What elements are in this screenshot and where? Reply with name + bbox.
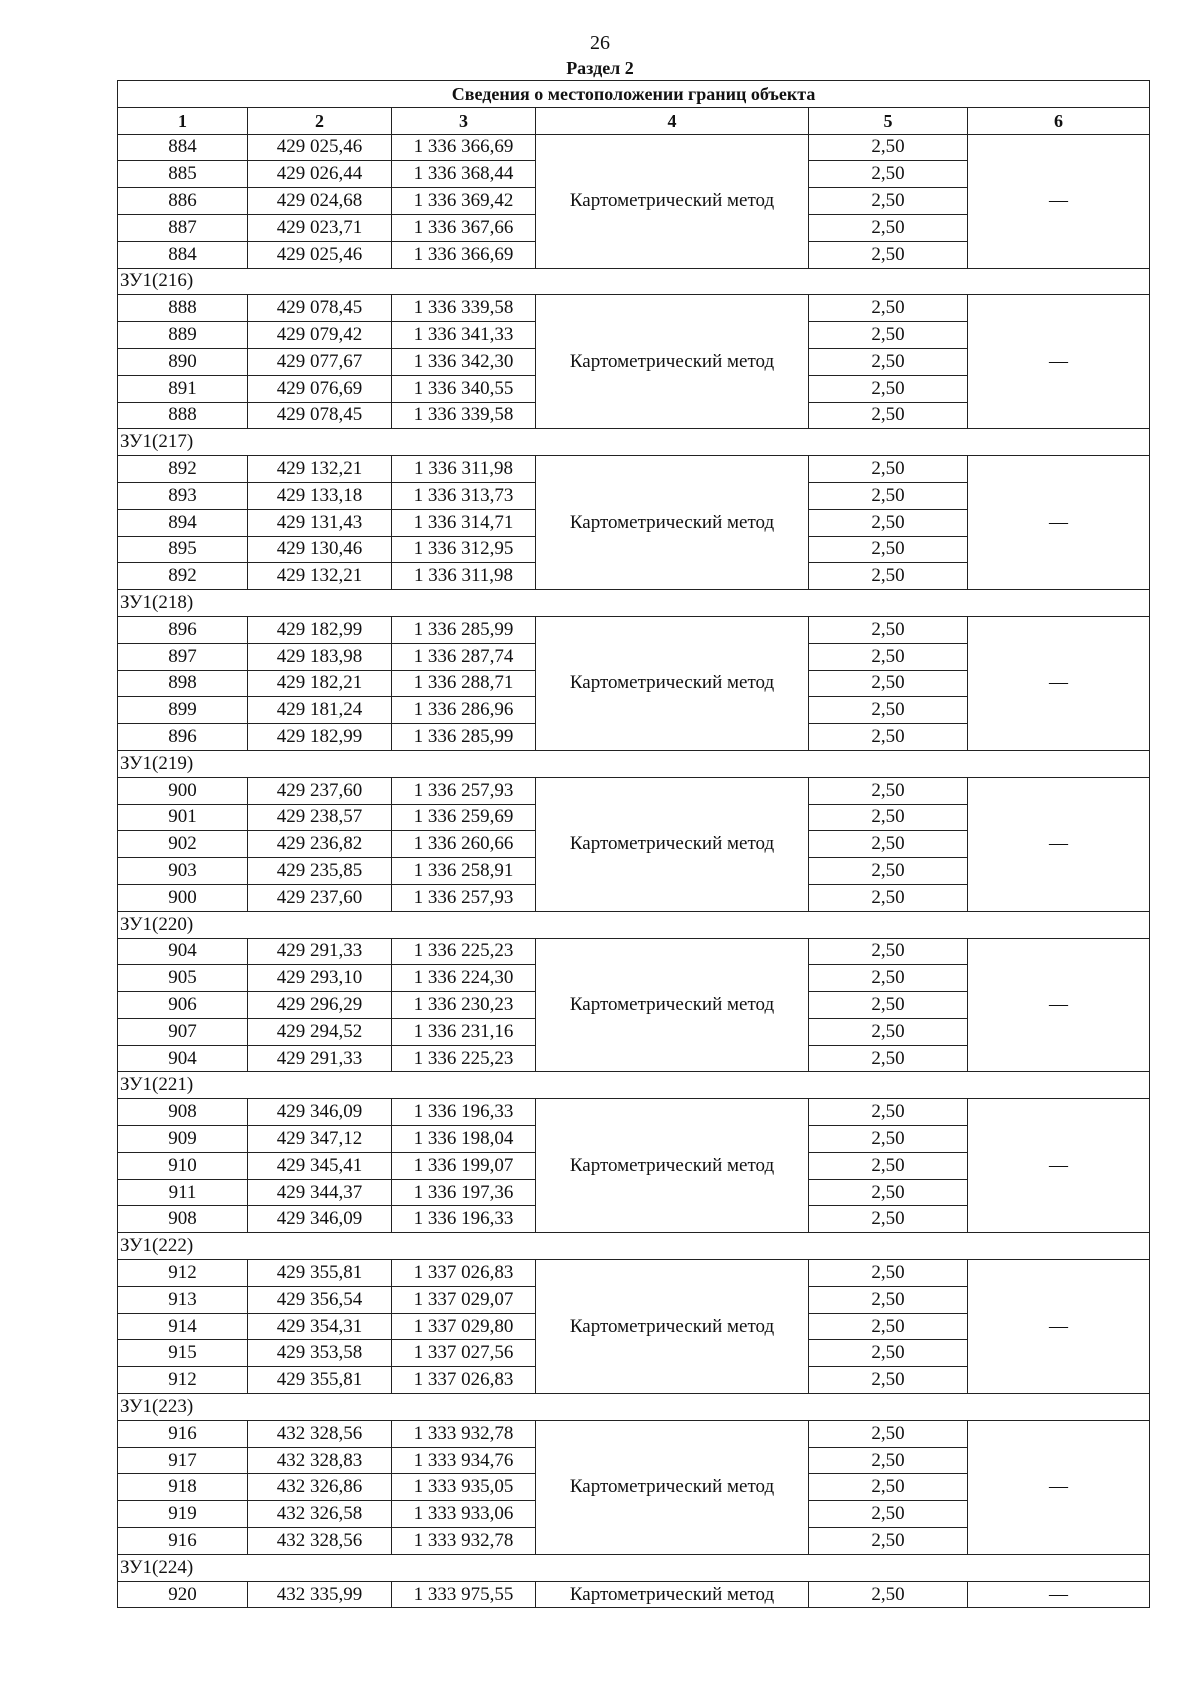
accuracy-cell: 2,50 [809, 322, 968, 349]
accuracy-cell: 2,50 [809, 804, 968, 831]
note-cell: — [968, 1260, 1150, 1394]
point-number-cell: 892 [118, 456, 248, 483]
x-coordinate-cell: 429 024,68 [248, 188, 392, 215]
x-coordinate-cell: 429 076,69 [248, 375, 392, 402]
table-row [118, 1420, 1150, 1447]
note-cell: — [968, 616, 1150, 750]
x-coordinate-cell: 429 293,10 [248, 965, 392, 992]
y-coordinate-cell: 1 336 339,58 [392, 295, 536, 322]
point-number-cell: 888 [118, 295, 248, 322]
y-coordinate-cell: 1 336 198,04 [392, 1126, 536, 1153]
column-header: 6 [968, 107, 1150, 134]
y-coordinate-cell: 1 336 259,69 [392, 804, 536, 831]
point-number-cell: 920 [118, 1581, 248, 1608]
accuracy-cell: 2,50 [809, 134, 968, 161]
y-coordinate-cell: 1 336 197,36 [392, 1179, 536, 1206]
parcel-label-row [118, 1554, 1150, 1581]
accuracy-cell: 2,50 [809, 670, 968, 697]
accuracy-cell: 2,50 [809, 536, 968, 563]
y-coordinate-cell: 1 336 196,33 [392, 1206, 536, 1233]
point-number-cell: 890 [118, 348, 248, 375]
y-coordinate-cell: 1 337 026,83 [392, 1367, 536, 1394]
method-cell: Картометрический метод [536, 777, 809, 911]
x-coordinate-cell: 429 291,33 [248, 938, 392, 965]
y-coordinate-cell: 1 336 339,58 [392, 402, 536, 429]
x-coordinate-cell: 429 294,52 [248, 1018, 392, 1045]
y-coordinate-cell: 1 337 026,83 [392, 1260, 536, 1287]
point-number-cell: 891 [118, 375, 248, 402]
x-coordinate-cell: 429 181,24 [248, 697, 392, 724]
y-coordinate-cell: 1 336 225,23 [392, 1045, 536, 1072]
accuracy-cell: 2,50 [809, 456, 968, 483]
parcel-label-row [118, 1072, 1150, 1099]
x-coordinate-cell: 429 356,54 [248, 1286, 392, 1313]
point-number-cell: 893 [118, 482, 248, 509]
note-cell: — [968, 938, 1150, 1072]
parcel-label: ЗУ1(217) [118, 429, 1150, 456]
x-coordinate-cell: 429 353,58 [248, 1340, 392, 1367]
y-coordinate-cell: 1 336 366,69 [392, 134, 536, 161]
table-row [118, 616, 1150, 643]
y-coordinate-cell: 1 336 368,44 [392, 161, 536, 188]
y-coordinate-cell: 1 336 285,99 [392, 616, 536, 643]
parcel-label: ЗУ1(222) [118, 1233, 1150, 1260]
parcel-label: ЗУ1(220) [118, 911, 1150, 938]
y-coordinate-cell: 1 336 341,33 [392, 322, 536, 349]
accuracy-cell: 2,50 [809, 1045, 968, 1072]
point-number-cell: 918 [118, 1474, 248, 1501]
y-coordinate-cell: 1 336 313,73 [392, 482, 536, 509]
point-number-cell: 904 [118, 938, 248, 965]
accuracy-cell: 2,50 [809, 1474, 968, 1501]
y-coordinate-cell: 1 336 311,98 [392, 563, 536, 590]
y-coordinate-cell: 1 336 196,33 [392, 1099, 536, 1126]
table-row [118, 1581, 1150, 1608]
parcel-label: ЗУ1(218) [118, 590, 1150, 617]
method-cell: Картометрический метод [536, 1420, 809, 1554]
y-coordinate-cell: 1 333 932,78 [392, 1528, 536, 1555]
point-number-cell: 894 [118, 509, 248, 536]
x-coordinate-cell: 429 130,46 [248, 536, 392, 563]
x-coordinate-cell: 429 345,41 [248, 1152, 392, 1179]
y-coordinate-cell: 1 336 257,93 [392, 777, 536, 804]
parcel-label: ЗУ1(223) [118, 1394, 1150, 1421]
point-number-cell: 905 [118, 965, 248, 992]
y-coordinate-cell: 1 336 342,30 [392, 348, 536, 375]
y-coordinate-cell: 1 336 366,69 [392, 241, 536, 268]
accuracy-cell: 2,50 [809, 858, 968, 885]
point-number-cell: 913 [118, 1286, 248, 1313]
point-number-cell: 886 [118, 188, 248, 215]
point-number-cell: 899 [118, 697, 248, 724]
x-coordinate-cell: 429 355,81 [248, 1367, 392, 1394]
point-number-cell: 906 [118, 992, 248, 1019]
x-coordinate-cell: 429 025,46 [248, 241, 392, 268]
point-number-cell: 910 [118, 1152, 248, 1179]
accuracy-cell: 2,50 [809, 1179, 968, 1206]
note-cell: — [968, 134, 1150, 268]
x-coordinate-cell: 429 344,37 [248, 1179, 392, 1206]
y-coordinate-cell: 1 336 311,98 [392, 456, 536, 483]
table-row [118, 456, 1150, 483]
accuracy-cell: 2,50 [809, 482, 968, 509]
x-coordinate-cell: 429 023,71 [248, 214, 392, 241]
point-number-cell: 897 [118, 643, 248, 670]
table-row [118, 1099, 1150, 1126]
x-coordinate-cell: 429 182,99 [248, 724, 392, 751]
accuracy-cell: 2,50 [809, 1367, 968, 1394]
x-coordinate-cell: 429 355,81 [248, 1260, 392, 1287]
y-coordinate-cell: 1 336 312,95 [392, 536, 536, 563]
x-coordinate-cell: 432 335,99 [248, 1581, 392, 1608]
x-coordinate-cell: 432 326,86 [248, 1474, 392, 1501]
x-coordinate-cell: 429 182,21 [248, 670, 392, 697]
accuracy-cell: 2,50 [809, 1286, 968, 1313]
accuracy-cell: 2,50 [809, 643, 968, 670]
accuracy-cell: 2,50 [809, 509, 968, 536]
table-row [118, 295, 1150, 322]
accuracy-cell: 2,50 [809, 1420, 968, 1447]
accuracy-cell: 2,50 [809, 1018, 968, 1045]
point-number-cell: 916 [118, 1420, 248, 1447]
point-number-cell: 904 [118, 1045, 248, 1072]
x-coordinate-cell: 432 326,58 [248, 1501, 392, 1528]
table-caption-row [118, 81, 1150, 108]
note-cell: — [968, 777, 1150, 911]
point-number-cell: 892 [118, 563, 248, 590]
accuracy-cell: 2,50 [809, 697, 968, 724]
point-number-cell: 908 [118, 1099, 248, 1126]
parcel-label-row [118, 750, 1150, 777]
method-cell: Картометрический метод [536, 295, 809, 429]
x-coordinate-cell: 429 077,67 [248, 348, 392, 375]
y-coordinate-cell: 1 336 258,91 [392, 858, 536, 885]
point-number-cell: 917 [118, 1447, 248, 1474]
accuracy-cell: 2,50 [809, 1126, 968, 1153]
point-number-cell: 907 [118, 1018, 248, 1045]
y-coordinate-cell: 1 336 287,74 [392, 643, 536, 670]
method-cell: Картометрический метод [536, 134, 809, 268]
parcel-label-row [118, 429, 1150, 456]
y-coordinate-cell: 1 336 314,71 [392, 509, 536, 536]
point-number-cell: 908 [118, 1206, 248, 1233]
y-coordinate-cell: 1 336 231,16 [392, 1018, 536, 1045]
point-number-cell: 919 [118, 1501, 248, 1528]
column-header: 5 [809, 107, 968, 134]
parcel-label-row [118, 1233, 1150, 1260]
y-coordinate-cell: 1 336 286,96 [392, 697, 536, 724]
note-cell: — [968, 1099, 1150, 1233]
accuracy-cell: 2,50 [809, 1501, 968, 1528]
point-number-cell: 896 [118, 616, 248, 643]
note-cell: — [968, 456, 1150, 590]
x-coordinate-cell: 429 347,12 [248, 1126, 392, 1153]
point-number-cell: 912 [118, 1367, 248, 1394]
y-coordinate-cell: 1 336 260,66 [392, 831, 536, 858]
x-coordinate-cell: 429 079,42 [248, 322, 392, 349]
column-header: 2 [248, 107, 392, 134]
method-cell: Картометрический метод [536, 456, 809, 590]
accuracy-cell: 2,50 [809, 1099, 968, 1126]
table-row [118, 1260, 1150, 1287]
x-coordinate-cell: 432 328,56 [248, 1528, 392, 1555]
point-number-cell: 914 [118, 1313, 248, 1340]
point-number-cell: 915 [118, 1340, 248, 1367]
y-coordinate-cell: 1 336 225,23 [392, 938, 536, 965]
x-coordinate-cell: 429 237,60 [248, 777, 392, 804]
accuracy-cell: 2,50 [809, 241, 968, 268]
note-cell: — [968, 1581, 1150, 1608]
accuracy-cell: 2,50 [809, 402, 968, 429]
point-number-cell: 900 [118, 884, 248, 911]
accuracy-cell: 2,50 [809, 1152, 968, 1179]
x-coordinate-cell: 429 026,44 [248, 161, 392, 188]
accuracy-cell: 2,50 [809, 188, 968, 215]
y-coordinate-cell: 1 337 029,07 [392, 1286, 536, 1313]
point-number-cell: 902 [118, 831, 248, 858]
y-coordinate-cell: 1 333 932,78 [392, 1420, 536, 1447]
x-coordinate-cell: 429 235,85 [248, 858, 392, 885]
x-coordinate-cell: 429 078,45 [248, 402, 392, 429]
parcel-label: ЗУ1(221) [118, 1072, 1150, 1099]
table-caption: Сведения о местоположении границ объекта [118, 81, 1150, 108]
parcel-label-row [118, 911, 1150, 938]
method-cell: Картометрический метод [536, 1260, 809, 1394]
x-coordinate-cell: 429 025,46 [248, 134, 392, 161]
accuracy-cell: 2,50 [809, 1528, 968, 1555]
accuracy-cell: 2,50 [809, 375, 968, 402]
x-coordinate-cell: 429 132,21 [248, 563, 392, 590]
section-title: Раздел 2 [566, 58, 634, 78]
x-coordinate-cell: 429 238,57 [248, 804, 392, 831]
accuracy-cell: 2,50 [809, 777, 968, 804]
point-number-cell: 901 [118, 804, 248, 831]
accuracy-cell: 2,50 [809, 1260, 968, 1287]
point-number-cell: 916 [118, 1528, 248, 1555]
accuracy-cell: 2,50 [809, 1313, 968, 1340]
x-coordinate-cell: 432 328,56 [248, 1420, 392, 1447]
accuracy-cell: 2,50 [809, 965, 968, 992]
x-coordinate-cell: 429 182,99 [248, 616, 392, 643]
column-header-row [118, 107, 1150, 134]
y-coordinate-cell: 1 336 230,23 [392, 992, 536, 1019]
point-number-cell: 903 [118, 858, 248, 885]
accuracy-cell: 2,50 [809, 616, 968, 643]
point-number-cell: 896 [118, 724, 248, 751]
parcel-label-row [118, 1394, 1150, 1421]
point-number-cell: 884 [118, 134, 248, 161]
point-number-cell: 889 [118, 322, 248, 349]
y-coordinate-cell: 1 333 935,05 [392, 1474, 536, 1501]
parcel-label: ЗУ1(219) [118, 750, 1150, 777]
accuracy-cell: 2,50 [809, 563, 968, 590]
x-coordinate-cell: 429 183,98 [248, 643, 392, 670]
column-header: 1 [118, 107, 248, 134]
x-coordinate-cell: 429 078,45 [248, 295, 392, 322]
parcel-label-row [118, 590, 1150, 617]
accuracy-cell: 2,50 [809, 214, 968, 241]
table-row [118, 938, 1150, 965]
x-coordinate-cell: 429 346,09 [248, 1206, 392, 1233]
method-cell: Картометрический метод [536, 938, 809, 1072]
y-coordinate-cell: 1 333 975,55 [392, 1581, 536, 1608]
point-number-cell: 885 [118, 161, 248, 188]
parcel-label: ЗУ1(216) [118, 268, 1150, 295]
point-number-cell: 895 [118, 536, 248, 563]
accuracy-cell: 2,50 [809, 1206, 968, 1233]
method-cell: Картометрический метод [536, 616, 809, 750]
y-coordinate-cell: 1 336 288,71 [392, 670, 536, 697]
parcel-label-row [118, 268, 1150, 295]
accuracy-cell: 2,50 [809, 348, 968, 375]
y-coordinate-cell: 1 337 027,56 [392, 1340, 536, 1367]
accuracy-cell: 2,50 [809, 161, 968, 188]
point-number-cell: 887 [118, 214, 248, 241]
y-coordinate-cell: 1 333 933,06 [392, 1501, 536, 1528]
accuracy-cell: 2,50 [809, 1581, 968, 1608]
accuracy-cell: 2,50 [809, 831, 968, 858]
accuracy-cell: 2,50 [809, 1447, 968, 1474]
accuracy-cell: 2,50 [809, 992, 968, 1019]
x-coordinate-cell: 429 237,60 [248, 884, 392, 911]
method-cell: Картометрический метод [536, 1581, 809, 1608]
page-number: 26 [590, 32, 610, 54]
accuracy-cell: 2,50 [809, 295, 968, 322]
x-coordinate-cell: 432 328,83 [248, 1447, 392, 1474]
x-coordinate-cell: 429 346,09 [248, 1099, 392, 1126]
x-coordinate-cell: 429 296,29 [248, 992, 392, 1019]
y-coordinate-cell: 1 336 340,55 [392, 375, 536, 402]
parcel-label: ЗУ1(224) [118, 1554, 1150, 1581]
point-number-cell: 884 [118, 241, 248, 268]
y-coordinate-cell: 1 333 934,76 [392, 1447, 536, 1474]
column-header: 4 [536, 107, 809, 134]
x-coordinate-cell: 429 354,31 [248, 1313, 392, 1340]
boundary-coordinates-table [117, 80, 1150, 1608]
y-coordinate-cell: 1 336 285,99 [392, 724, 536, 751]
method-cell: Картометрический метод [536, 1099, 809, 1233]
y-coordinate-cell: 1 336 367,66 [392, 214, 536, 241]
accuracy-cell: 2,50 [809, 1340, 968, 1367]
point-number-cell: 898 [118, 670, 248, 697]
column-header: 3 [392, 107, 536, 134]
x-coordinate-cell: 429 132,21 [248, 456, 392, 483]
x-coordinate-cell: 429 131,43 [248, 509, 392, 536]
y-coordinate-cell: 1 337 029,80 [392, 1313, 536, 1340]
x-coordinate-cell: 429 291,33 [248, 1045, 392, 1072]
table-row [118, 134, 1150, 161]
table-row [118, 777, 1150, 804]
point-number-cell: 912 [118, 1260, 248, 1287]
accuracy-cell: 2,50 [809, 724, 968, 751]
point-number-cell: 911 [118, 1179, 248, 1206]
x-coordinate-cell: 429 133,18 [248, 482, 392, 509]
point-number-cell: 888 [118, 402, 248, 429]
accuracy-cell: 2,50 [809, 884, 968, 911]
point-number-cell: 909 [118, 1126, 248, 1153]
note-cell: — [968, 295, 1150, 429]
y-coordinate-cell: 1 336 369,42 [392, 188, 536, 215]
x-coordinate-cell: 429 236,82 [248, 831, 392, 858]
y-coordinate-cell: 1 336 224,30 [392, 965, 536, 992]
y-coordinate-cell: 1 336 257,93 [392, 884, 536, 911]
point-number-cell: 900 [118, 777, 248, 804]
accuracy-cell: 2,50 [809, 938, 968, 965]
note-cell: — [968, 1420, 1150, 1554]
y-coordinate-cell: 1 336 199,07 [392, 1152, 536, 1179]
